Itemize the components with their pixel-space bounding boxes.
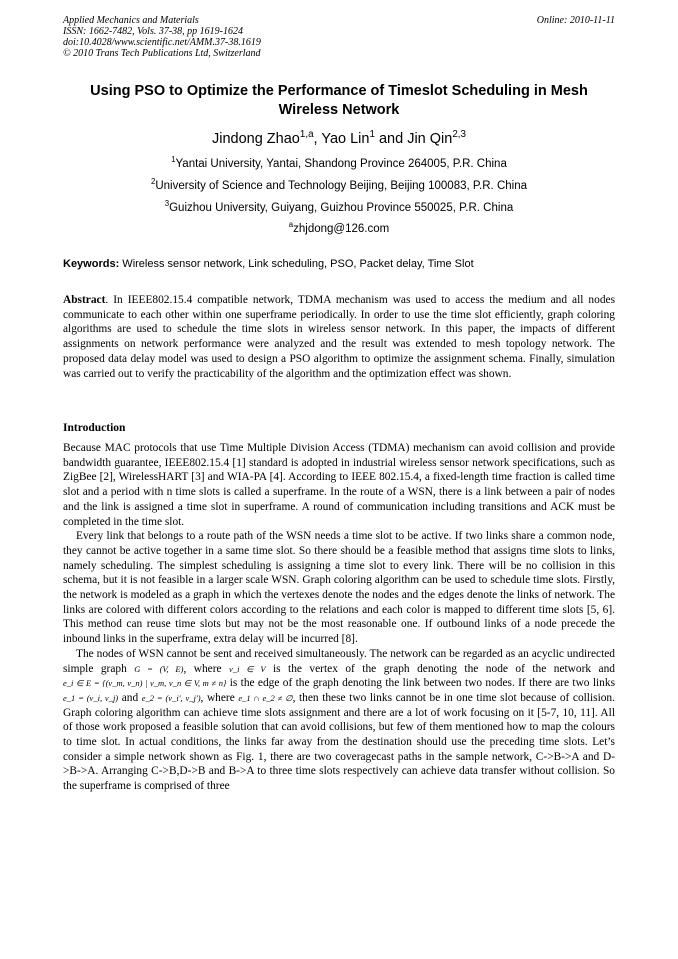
abstract-text: . In IEEE802.15.4 compatible network, TDMA mechanism was used to access the medium and all nodes communicate to each other within one superframe periodically. In order to use the time slot efficiently, graph coloring algorithms are used to schedule the time slots in wireless sensor network. In this paper, the impacts of different assignments on network performance were analyzed and the result was extended to mesh topology network. The proposed data delay model was used to design a PSO algorithm to optimize the assignment schema. Finally, simulation was carried out to verify the practicability of the algorithm and the optimization effect was shown. (63, 294, 615, 380)
author-name: Jindong Zhao (211, 131, 300, 147)
paragraph-text: and (118, 691, 142, 704)
paragraph (63, 647, 615, 794)
affiliation-mark: 1 (171, 155, 176, 165)
journal-header (63, 15, 615, 59)
author-name: Yao Lin (321, 131, 370, 147)
paper-title: Using PSO to Optimize the Performance of Timeslot Scheduling in Mesh Wireless Network (90, 83, 588, 118)
author-separator: and (374, 131, 408, 147)
affiliation-mark: 3 (164, 199, 170, 209)
introduction-body (63, 441, 615, 794)
math-graph: G = (V, E) (134, 663, 184, 674)
math-intersection: e_1 ∩ e_2 ≠ ∅ (238, 692, 293, 703)
journal-issn: ISSN: 1662-7482, Vols. 37-38, pp 1619-1624 (63, 26, 243, 37)
author-affiliation-mark: 1,a (299, 129, 314, 141)
section-heading-introduction: Introduction (63, 422, 126, 434)
keywords (63, 257, 615, 271)
affiliation-text: University of Science and Technology Beijing, Beijing 100083, P.R. China (155, 180, 527, 192)
affiliation-text: Guizhou University, Guiyang, Guizhou Province 550025, P.R. China (169, 202, 514, 214)
math-link-e2: e_2 = (v_i', v_j') (141, 692, 201, 703)
paragraph-text: , then these two links cannot be in one time slot because of collision. Graph coloring algorithm can achieve time slots assignment and there are a lot of work focusing on it [5-7, 10, 11]. All of those work proposed a feasible solution that can avoid collisions, but few of them mentioned how to map the colours to time slot. In actual conditions, the links far away from the destination should use the preceding time slots. Let’s consider a simple network shown as Fig. 1, there are two coveragecast paths in the sample network, C->B->A and D->B->A. Arranging C->B,D->B and B->A to three time slots respectively can achieve data transfer without collision. So the superframe is comprised of three (63, 691, 615, 793)
paragraph-text: is the edge of the graph denoting the link between two nodes. If there are two links (226, 677, 615, 690)
keywords-text: Wireless sensor network, Link scheduling, PSO, Packet delay, Time Slot (119, 258, 474, 270)
author-list (60, 130, 618, 148)
affiliation-text: Yantai University, Yantai, Shandong Province 264005, P.R. China (175, 158, 507, 170)
affiliation-line (60, 179, 618, 193)
keywords-label: Keywords: (63, 258, 120, 270)
paragraph-text: , where (183, 662, 230, 675)
affiliation-mark: 2 (151, 177, 156, 187)
paragraph-text: , where (200, 691, 239, 704)
abstract (63, 293, 615, 381)
author-separator: , (313, 131, 322, 147)
paragraph-text: The nodes of WSN cannot be sent and received simultaneously. The network can be regarded as an acyclic undirected simple graph (63, 647, 615, 675)
paragraph-text: is the vertex of the graph denoting the node of the network and (265, 662, 615, 675)
online-date: Online: 2010-11-11 (536, 15, 615, 26)
affiliation-line (60, 201, 618, 215)
paragraph: Every link that belongs to a route path of the WSN needs a time slot to be active. If two links share a common node, they cannot be active together in a same time slot. So there should be a feasible method that assigns time slots to links, namely scheduling. The simplest scheduling is assigning a time slot to every link. There will be no collision in this schema, but it is not feasible in a larger scale WSN. Graph coloring algorithm can be used to schedule time slots. Firstly, the network is modeled as a graph in which the vertexes denote the nodes and the edges denote the links of network. The links are colored with different colors according to the relations and each color is mapped to different time slots [5, 6]. This method can reuse time slots but may not be the most reasonable one. If outbound links of a node precede the inbound links in the superframe, extra delay will be incurred [8]. (63, 530, 615, 646)
journal-doi: doi:10.4028/www.scientific.net/AMM.37-38.1619 (63, 37, 261, 48)
abstract-label: Abstract (63, 294, 106, 306)
author-affiliation-mark: 1 (369, 129, 375, 141)
author-name: Jin Qin (407, 131, 453, 147)
paragraph: Because MAC protocols that use Time Multiple Division Access (TDMA) mechanism can avoid collision and provide bandwidth guarantee, IEEE802.15.4 [1] standard is adopted in industrial wireless sensor network specifications, such as ZigBee [2], WirelessHART [3] and WIA-PA [4]. According to IEEE 802.15.4, a fixed-length time fraction is called time slot and a period with n time slots is called a superframe. In the route of a WSN, there is a link between a pair of nodes and the link is assigned a time slot in superframe. A round of communication including transitions and ACK must be completed in the time slot. (63, 442, 615, 528)
affiliation-email (60, 222, 618, 236)
math-link-e1: e_1 = (v_i, v_j) (63, 692, 119, 703)
journal-copyright: © 2010 Trans Tech Publications Ltd, Switzerland (63, 48, 261, 59)
author-affiliation-mark: 2,3 (452, 129, 467, 141)
math-vertex: v_i ∈ V (229, 663, 266, 674)
affiliation-mark: a (288, 220, 294, 230)
affiliation-line (60, 157, 618, 171)
math-edge-set: e_i ∈ E = {(v_m, v_n) | v_m, v_n ∈ V, m ≠ n} (63, 678, 227, 689)
journal-name: Applied Mechanics and Materials (63, 15, 199, 26)
email-address: zhjdong@126.com (293, 223, 390, 235)
